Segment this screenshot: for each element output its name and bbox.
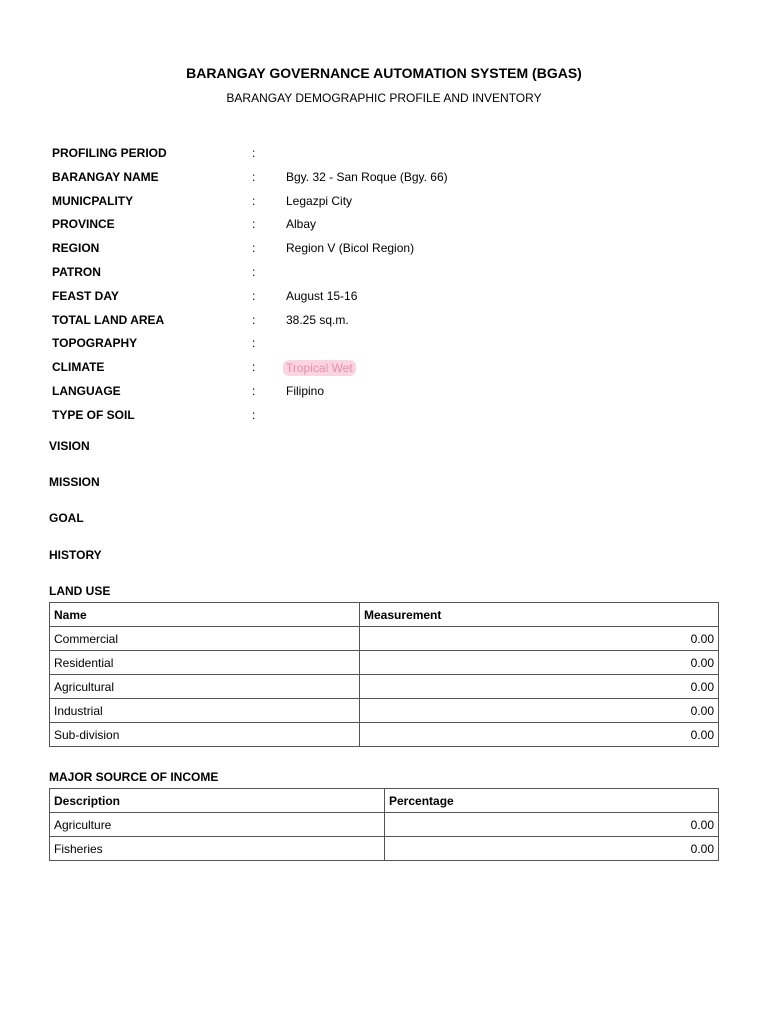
table-row: [50, 723, 719, 747]
profile-colon: :: [252, 146, 256, 160]
profile-colon: :: [252, 241, 256, 256]
profile-row-barangay-name: [52, 166, 712, 190]
profile-row-topography: [52, 332, 712, 356]
profile-row-total-land-area: [52, 309, 712, 333]
income-description: Fisheries: [50, 837, 385, 861]
profile-value: Bgy. 32 - San Roque (Bgy. 66): [286, 169, 448, 184]
profile-label: LANGUAGE: [52, 383, 121, 398]
column-header-percentage: Percentage: [385, 789, 719, 813]
column-header-measurement: Measurement: [360, 603, 719, 627]
profile-label: TOPOGRAPHY: [52, 336, 138, 351]
profile-label: REGION: [52, 241, 100, 256]
income-percentage: 0.00: [385, 813, 719, 837]
profile-colon: :: [252, 193, 256, 208]
land-use-name: Commercial: [50, 627, 360, 651]
table-header-row: [50, 603, 719, 627]
table-row: [50, 675, 719, 699]
profile-row-feast-day: [52, 285, 712, 309]
land-use-measurement: 0.00: [360, 699, 719, 723]
profile-value: August 15-16: [286, 288, 358, 303]
table-header-row: [50, 789, 719, 813]
profile-value: Albay: [286, 217, 317, 232]
profile-value: Region V (Bicol Region): [286, 241, 415, 256]
profile-label: MUNICPALITY: [52, 193, 134, 208]
page-title: BARANGAY GOVERNANCE AUTOMATION SYSTEM (BGAS): [186, 65, 582, 81]
profile-label: BARANGAY NAME: [52, 169, 159, 184]
profile-label: CLIMATE: [52, 360, 105, 375]
profile-colon: :: [252, 288, 256, 303]
profile-colon: :: [252, 217, 256, 232]
land-use-measurement: 0.00: [360, 675, 719, 699]
land-use-name: Residential: [50, 651, 360, 675]
income-heading: MAJOR SOURCE OF INCOME: [49, 770, 219, 784]
income-table: [49, 788, 719, 861]
income-description: Agriculture: [50, 813, 385, 837]
profile-colon: :: [252, 264, 256, 279]
table-row: [50, 699, 719, 723]
history-heading: HISTORY: [49, 548, 102, 562]
land-use-name: Agricultural: [50, 675, 360, 699]
profile-label: TOTAL LAND AREA: [52, 312, 165, 327]
profile-row-patron: [52, 261, 712, 285]
profile-row-province: [52, 213, 712, 237]
profile-colon: :: [252, 407, 256, 422]
column-header-name: Name: [50, 603, 360, 627]
table-row: [50, 651, 719, 675]
profile-colon: :: [252, 312, 256, 327]
profile-label: PROVINCE: [52, 217, 115, 232]
profile-row-municipality: [52, 190, 712, 214]
income-percentage: 0.00: [385, 837, 719, 861]
mission-heading: MISSION: [49, 475, 100, 489]
land-use-name: Industrial: [50, 699, 360, 723]
profile-row-type-of-soil: [52, 404, 712, 428]
profile-row-region: [52, 237, 712, 261]
table-row: [50, 837, 719, 861]
land-use-heading: LAND USE: [49, 584, 111, 598]
profile-value: Legazpi City: [286, 193, 353, 208]
land-use-measurement: 0.00: [360, 723, 719, 747]
profile-row-climate: [52, 356, 712, 380]
land-use-name: Sub-division: [50, 723, 360, 747]
vision-heading: VISION: [49, 439, 90, 453]
table-row: [50, 813, 719, 837]
profile-colon: :: [252, 169, 256, 184]
goal-heading: GOAL: [49, 511, 84, 525]
profile-label: PROFILING PERIOD: [52, 146, 167, 160]
page-subtitle: BARANGAY DEMOGRAPHIC PROFILE AND INVENTORY: [226, 91, 542, 105]
land-use-measurement: 0.00: [360, 627, 719, 651]
profile-label: FEAST DAY: [52, 288, 119, 303]
profile-colon: :: [252, 360, 256, 375]
land-use-measurement: 0.00: [360, 651, 719, 675]
profile-section: [52, 142, 712, 428]
profile-label: TYPE OF SOIL: [52, 407, 135, 422]
profile-colon: :: [252, 336, 256, 351]
land-use-table: [49, 602, 719, 747]
table-row: [50, 627, 719, 651]
profile-row-profiling-period: [52, 142, 712, 166]
profile-row-language: [52, 380, 712, 404]
profile-label: PATRON: [52, 264, 101, 279]
profile-colon: :: [252, 383, 256, 398]
profile-value: 38.25 sq.m.: [286, 312, 349, 327]
column-header-description: Description: [50, 789, 385, 813]
profile-value: Filipino: [286, 383, 325, 398]
profile-value-highlighted: Tropical Wet: [283, 360, 356, 376]
